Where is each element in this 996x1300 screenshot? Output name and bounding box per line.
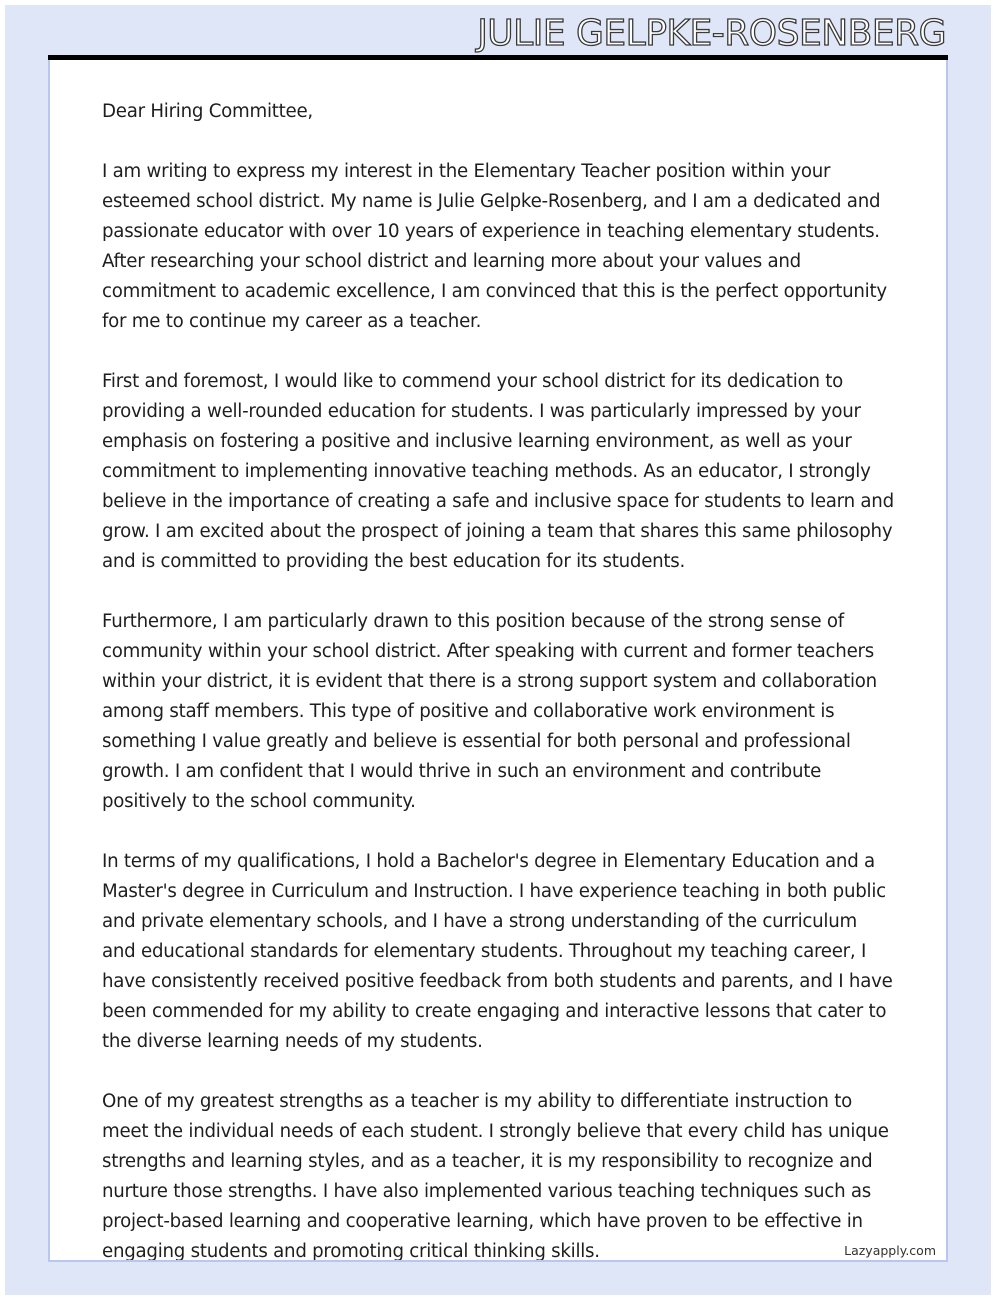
letter-paragraph: One of my greatest strengths as a teacher is my ability to differentiate instruction to meet the individual needs of each student. I strongly believe that every child has unique strengths and learning styles, and as a teacher, it is my responsibility to recognize and nurture those strengths. I have also implemented various teaching techniques such as project-based learning and cooperative learning, which have proven to be effective in engaging students and promoting critical thinking skills. xyxy=(102,1091,889,1262)
letter-salutation: Dear Hiring Committee, xyxy=(102,101,313,122)
letter-paragraph: First and foremost, I would like to commend your school district for its dedication to providing a well-rounded education for students. I was particularly impressed by your emphasis on fostering a positive and inclusive learning environment, as well as your commitment to implementing innovative teaching methods. As an educator, I strongly believe in the importance of creating a safe and inclusive space for students to learn and grow. I am excited about the prospect of joining a team that shares this same philosophy and is committed to providing the best education for its students. xyxy=(102,371,894,572)
letter-paragraph: I am writing to express my interest in the Elementary Teacher position within your esteemed school district. My name is Julie Gelpke-Rosenberg, and I am a dedicated and passionate educator with over 10 years of experience in teaching elementary students. After researching your school district and learning more about your values and commitment to academic excellence, I am convinced that this is the perfect opportunity for me to continue my career as a teacher. xyxy=(102,161,887,332)
letter-page xyxy=(48,60,948,1262)
applicant-name-heading: JULIE GELPKE-ROSENBERG xyxy=(477,13,946,54)
cover-letter-body xyxy=(102,97,894,1262)
letter-paragraph: In terms of my qualifications, I hold a Bachelor's degree in Elementary Education and a Master's degree in Curriculum and Instruction. I have experience teaching in both public and private elementary schools, and I have a strong understanding of the curriculum and educational standards for elementary students. Throughout my teaching career, I have consistently received positive feedback from both students and parents, and I have been commended for my ability to create engaging and interactive lessons that cater to the diverse learning needs of my students. xyxy=(102,851,893,1052)
letter-paragraph: Furthermore, I am particularly drawn to this position because of the strong sense of community within your school district. After speaking with current and former teachers within your district, it is evident that there is a strong support system and collaboration among staff members. This type of positive and collaborative work environment is something I value greatly and believe is essential for both personal and professional growth. I am confident that I would thrive in such an environment and contribute positively to the school community. xyxy=(102,611,877,812)
lazyapply-watermark: Lazyapply.com xyxy=(844,1243,936,1258)
